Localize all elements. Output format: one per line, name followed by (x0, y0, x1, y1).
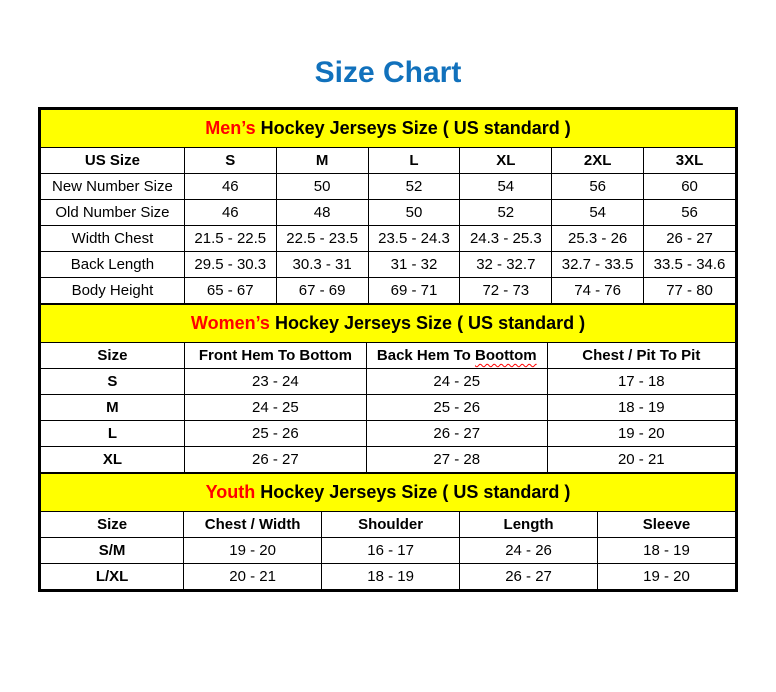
size-value-cell: 65 - 67 (184, 278, 276, 304)
table-row (41, 395, 736, 421)
table-row (41, 564, 736, 590)
section-band (41, 110, 736, 148)
band-title-rest: Hockey Jerseys Size ( US standard ) (255, 118, 571, 138)
size-value-cell: 67 - 69 (276, 278, 368, 304)
size-value-cell: 30.3 - 31 (276, 252, 368, 278)
youth-size-table (40, 473, 736, 590)
size-value-cell: 77 - 80 (644, 278, 736, 304)
column-header-row (41, 343, 736, 369)
column-header: Length (460, 512, 598, 538)
column-header: Chest / Pit To Pit (547, 343, 735, 369)
size-value-cell: 32 - 32.7 (460, 252, 552, 278)
column-header: XL (460, 148, 552, 174)
size-value-cell: 25.3 - 26 (552, 226, 644, 252)
table-row (41, 369, 736, 395)
column-header: Size (41, 343, 185, 369)
table-row (41, 252, 736, 278)
column-header: Front Hem To Bottom (184, 343, 366, 369)
row-label: Width Chest (41, 226, 185, 252)
size-value-cell: 32.7 - 33.5 (552, 252, 644, 278)
size-value-cell: 25 - 26 (184, 421, 366, 447)
column-header: Shoulder (322, 512, 460, 538)
size-value-cell: 26 - 27 (366, 421, 547, 447)
section-band-title (41, 110, 736, 148)
size-chart (38, 107, 738, 592)
section-band (41, 305, 736, 343)
table-row (41, 174, 736, 200)
size-value-cell: 72 - 73 (460, 278, 552, 304)
size-value-cell: 17 - 18 (547, 369, 735, 395)
column-header: L (368, 148, 460, 174)
size-value-cell: 16 - 17 (322, 538, 460, 564)
column-header: Sleeve (598, 512, 736, 538)
band-highlight-word: Women’s (190, 313, 270, 333)
column-header: Back Hem To Boottom (366, 343, 547, 369)
row-label: Old Number Size (41, 200, 185, 226)
womens-size-table (40, 304, 736, 473)
size-value-cell: 60 (644, 174, 736, 200)
row-label: M (41, 395, 185, 421)
size-value-cell: 24.3 - 25.3 (460, 226, 552, 252)
mens-size-table (40, 109, 736, 304)
size-value-cell: 29.5 - 30.3 (184, 252, 276, 278)
size-value-cell: 50 (368, 200, 460, 226)
row-label: Body Height (41, 278, 185, 304)
size-value-cell: 27 - 28 (366, 447, 547, 473)
section-band-title (41, 305, 736, 343)
size-value-cell: 24 - 25 (184, 395, 366, 421)
size-value-cell: 54 (460, 174, 552, 200)
column-header: 2XL (552, 148, 644, 174)
size-value-cell: 56 (644, 200, 736, 226)
size-value-cell: 50 (276, 174, 368, 200)
table-row (41, 226, 736, 252)
size-value-cell: 46 (184, 200, 276, 226)
band-highlight-word: Men’s (205, 118, 256, 138)
row-label: L (41, 421, 185, 447)
size-value-cell: 52 (460, 200, 552, 226)
column-header: M (276, 148, 368, 174)
column-header: US Size (41, 148, 185, 174)
size-value-cell: 18 - 19 (598, 538, 736, 564)
size-value-cell: 21.5 - 22.5 (184, 226, 276, 252)
size-value-cell: 25 - 26 (366, 395, 547, 421)
misspelled-word: Boottom (475, 347, 537, 364)
size-value-cell: 19 - 20 (547, 421, 735, 447)
size-value-cell: 24 - 26 (460, 538, 598, 564)
size-value-cell: 26 - 27 (460, 564, 598, 590)
size-value-cell: 33.5 - 34.6 (644, 252, 736, 278)
size-value-cell: 26 - 27 (644, 226, 736, 252)
row-label: S (41, 369, 185, 395)
band-highlight-word: Youth (205, 482, 256, 502)
size-value-cell: 23.5 - 24.3 (368, 226, 460, 252)
size-value-cell: 54 (552, 200, 644, 226)
table-row (41, 278, 736, 304)
size-value-cell: 74 - 76 (552, 278, 644, 304)
table-row (41, 447, 736, 473)
column-header-row (41, 512, 736, 538)
column-header: S (184, 148, 276, 174)
size-value-cell: 20 - 21 (184, 564, 322, 590)
size-value-cell: 18 - 19 (547, 395, 735, 421)
table-row (41, 538, 736, 564)
size-value-cell: 46 (184, 174, 276, 200)
row-label: L/XL (41, 564, 184, 590)
column-header: Size (41, 512, 184, 538)
section-band (41, 474, 736, 512)
column-header: 3XL (644, 148, 736, 174)
size-value-cell: 56 (552, 174, 644, 200)
size-value-cell: 19 - 20 (598, 564, 736, 590)
size-value-cell: 22.5 - 23.5 (276, 226, 368, 252)
size-value-cell: 52 (368, 174, 460, 200)
column-header-row (41, 148, 736, 174)
band-title-rest: Hockey Jerseys Size ( US standard ) (269, 313, 586, 333)
table-row (41, 421, 736, 447)
size-value-cell: 69 - 71 (368, 278, 460, 304)
size-value-cell: 48 (276, 200, 368, 226)
size-value-cell: 23 - 24 (184, 369, 366, 395)
row-label: XL (41, 447, 185, 473)
section-band-title (41, 474, 736, 512)
band-title-rest: Hockey Jerseys Size ( US standard ) (255, 482, 571, 502)
page-title: Size Chart (314, 56, 462, 89)
column-header: Chest / Width (184, 512, 322, 538)
row-label: New Number Size (41, 174, 185, 200)
size-value-cell: 18 - 19 (322, 564, 460, 590)
table-row (41, 200, 736, 226)
size-value-cell: 26 - 27 (184, 447, 366, 473)
size-value-cell: 31 - 32 (368, 252, 460, 278)
row-label: S/M (41, 538, 184, 564)
size-value-cell: 20 - 21 (547, 447, 735, 473)
size-value-cell: 24 - 25 (366, 369, 547, 395)
row-label: Back Length (41, 252, 185, 278)
size-value-cell: 19 - 20 (184, 538, 322, 564)
